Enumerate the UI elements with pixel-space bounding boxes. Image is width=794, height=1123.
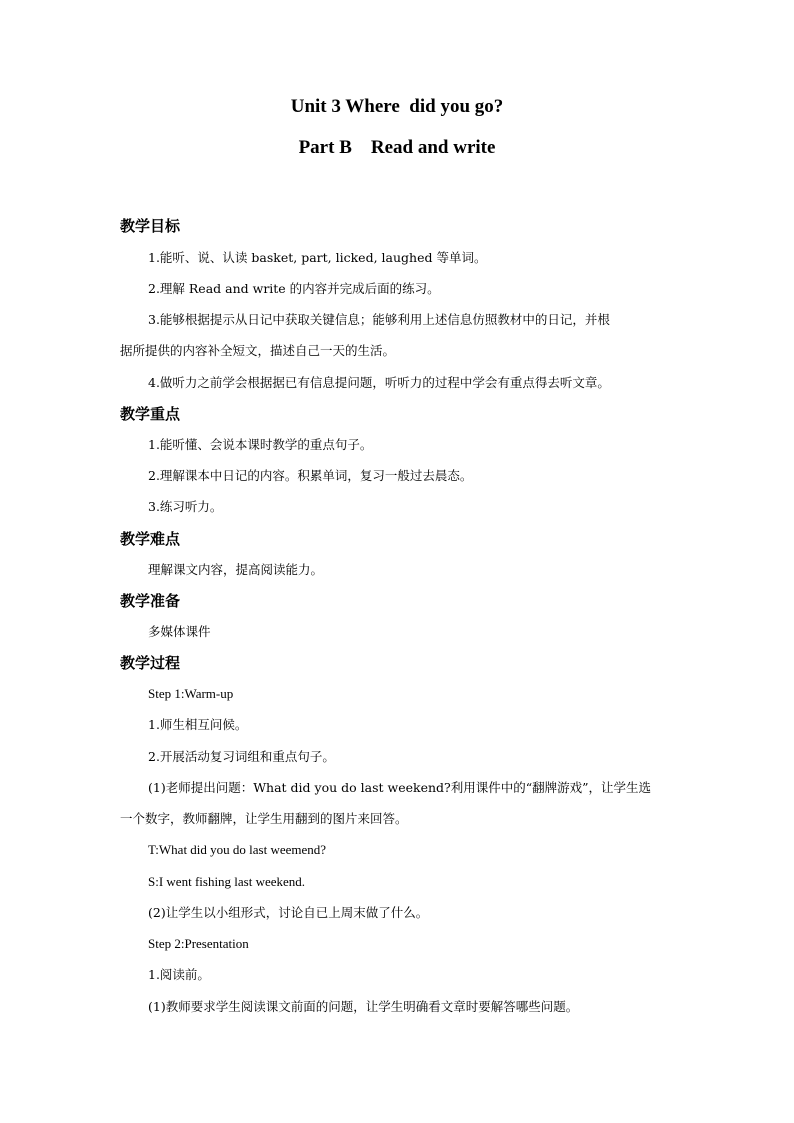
heading-objectives: 教学目标 <box>120 217 181 235</box>
process-line: 1.师生相互问候。 <box>148 717 248 732</box>
heading-key-points: 教学重点 <box>120 405 181 423</box>
process-line: (2)让学生以小组形式，讨论自已上周末做了什么。 <box>148 905 429 920</box>
process-step-heading: Step 1:Warm-up <box>148 686 234 701</box>
heading-difficulties: 教学难点 <box>120 530 181 548</box>
process-line: 1.阅读前。 <box>148 967 210 982</box>
document-subtitle: Part B Read and write <box>298 137 496 158</box>
process-line-continued: 一个数字，教师翻牌，让学生用翻到的图片来回答。 <box>120 811 408 826</box>
process-line: (1)教师要求学生阅读课文前面的问题，让学生明确看文章时要解答哪些问题。 <box>148 999 579 1014</box>
key-point-line: 2.理解课本中日记的内容。积累单词，复习一般过去晨态。 <box>148 468 473 483</box>
key-point-line: 3.练习听力。 <box>148 499 223 514</box>
dialogue-student-line: S:I went fishing last weekend. <box>148 874 306 889</box>
objective-line: 1.能听、说、认读 basket, part, licked, laughed 等单词。 <box>148 250 487 265</box>
process-line: (1)老师提出问题：What did you do last weekend?利用课件中的“翻牌游戏”，让学生选 <box>148 780 652 795</box>
difficulty-line: 理解课文内容，提高阅读能力。 <box>148 562 324 577</box>
objective-line: 4.做听力之前学会根据据已有信息提问题，听听力的过程中学会有重点得去听文章。 <box>148 375 610 390</box>
objective-line: 2.理解 Read and write 的内容并完成后面的练习。 <box>148 281 440 296</box>
process-step-heading: Step 2:Presentation <box>148 936 249 951</box>
heading-preparation: 教学准备 <box>120 592 181 610</box>
process-line: 2.开展活动复习词组和重点句子。 <box>148 749 335 764</box>
heading-process: 教学过程 <box>120 654 181 672</box>
dialogue-teacher-line: T:What did you do last weemend? <box>148 842 327 857</box>
key-point-line: 1.能听懂、会说本课时教学的重点句子。 <box>148 437 373 452</box>
preparation-line: 多媒体课件 <box>148 624 211 639</box>
objective-line-continued: 据所提供的内容补全短文，描述自己一天的生活。 <box>120 343 396 358</box>
document-title: Unit 3 Where did you go? <box>290 96 504 117</box>
objective-line: 3.能够根据提示从日记中获取关键信息；能够利用上述信息仿照教材中的日记，并根 <box>148 312 610 327</box>
